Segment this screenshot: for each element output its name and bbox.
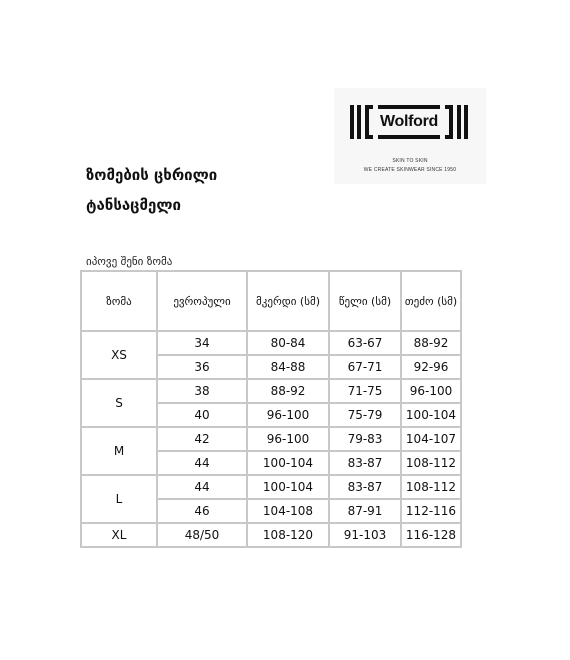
cell-bust: 108-120 bbox=[248, 524, 328, 546]
cell-waist: 67-71 bbox=[330, 356, 400, 378]
table-caption: იპოვე შენი ზომა bbox=[86, 255, 173, 268]
logo-wordmark: Wolford bbox=[378, 105, 440, 139]
size-chart-table bbox=[80, 270, 462, 548]
cell-european: 44 bbox=[158, 452, 246, 474]
cell-european: 46 bbox=[158, 500, 246, 522]
header-bust: მკერდი (სმ) bbox=[248, 272, 328, 330]
header-european: ევროპული bbox=[158, 272, 246, 330]
cell-european: 48/50 bbox=[158, 524, 246, 546]
cell-european: 44 bbox=[158, 476, 246, 498]
header-size: ზომა bbox=[82, 272, 156, 330]
cell-waist: 63-67 bbox=[330, 332, 400, 354]
cell-waist: 75-79 bbox=[330, 404, 400, 426]
logo-tagline-secondary: WE CREATE SKINWEAR SINCE 1950 bbox=[363, 167, 457, 173]
size-label: XL bbox=[82, 524, 156, 546]
cell-bust: 88-92 bbox=[248, 380, 328, 402]
logo-right-bars bbox=[457, 105, 468, 139]
cell-hip: 108-112 bbox=[402, 476, 460, 498]
cell-hip: 92-96 bbox=[402, 356, 460, 378]
table-row bbox=[82, 332, 460, 354]
cell-european: 38 bbox=[158, 380, 246, 402]
cell-waist: 83-87 bbox=[330, 476, 400, 498]
cell-hip: 96-100 bbox=[402, 380, 460, 402]
cell-waist: 91-103 bbox=[330, 524, 400, 546]
logo-left-bracket bbox=[365, 105, 373, 139]
cell-hip: 88-92 bbox=[402, 332, 460, 354]
brand-logo bbox=[334, 88, 486, 184]
page-subtitle: ტანსაცმელი bbox=[86, 196, 181, 214]
table-row bbox=[82, 524, 460, 546]
page-title: ზომების ცხრილი bbox=[86, 166, 218, 184]
cell-hip: 108-112 bbox=[402, 452, 460, 474]
cell-waist: 79-83 bbox=[330, 428, 400, 450]
logo-right-bracket bbox=[445, 105, 453, 139]
cell-bust: 96-100 bbox=[248, 404, 328, 426]
cell-waist: 83-87 bbox=[330, 452, 400, 474]
cell-european: 36 bbox=[158, 356, 246, 378]
cell-bust: 84-88 bbox=[248, 356, 328, 378]
cell-european: 34 bbox=[158, 332, 246, 354]
size-label: L bbox=[82, 476, 156, 522]
cell-bust: 104-108 bbox=[248, 500, 328, 522]
cell-european: 42 bbox=[158, 428, 246, 450]
size-label: S bbox=[82, 380, 156, 426]
header-hip: თეძო (სმ) bbox=[402, 272, 460, 330]
cell-bust: 80-84 bbox=[248, 332, 328, 354]
table-row bbox=[82, 380, 460, 402]
cell-hip: 112-116 bbox=[402, 500, 460, 522]
logo-tagline: SKIN TO SKIN bbox=[392, 158, 428, 164]
size-label: XS bbox=[82, 332, 156, 378]
cell-bust: 100-104 bbox=[248, 476, 328, 498]
cell-waist: 87-91 bbox=[330, 500, 400, 522]
cell-hip: 104-107 bbox=[402, 428, 460, 450]
cell-bust: 100-104 bbox=[248, 452, 328, 474]
logo-left-bars bbox=[350, 105, 361, 139]
table-header-row bbox=[82, 272, 460, 330]
cell-waist: 71-75 bbox=[330, 380, 400, 402]
size-label: M bbox=[82, 428, 156, 474]
cell-hip: 100-104 bbox=[402, 404, 460, 426]
cell-european: 40 bbox=[158, 404, 246, 426]
table-row bbox=[82, 428, 460, 450]
header-waist: წელი (სმ) bbox=[330, 272, 400, 330]
cell-hip: 116-128 bbox=[402, 524, 460, 546]
logo-mark bbox=[350, 104, 468, 140]
cell-bust: 96-100 bbox=[248, 428, 328, 450]
table-row bbox=[82, 476, 460, 498]
